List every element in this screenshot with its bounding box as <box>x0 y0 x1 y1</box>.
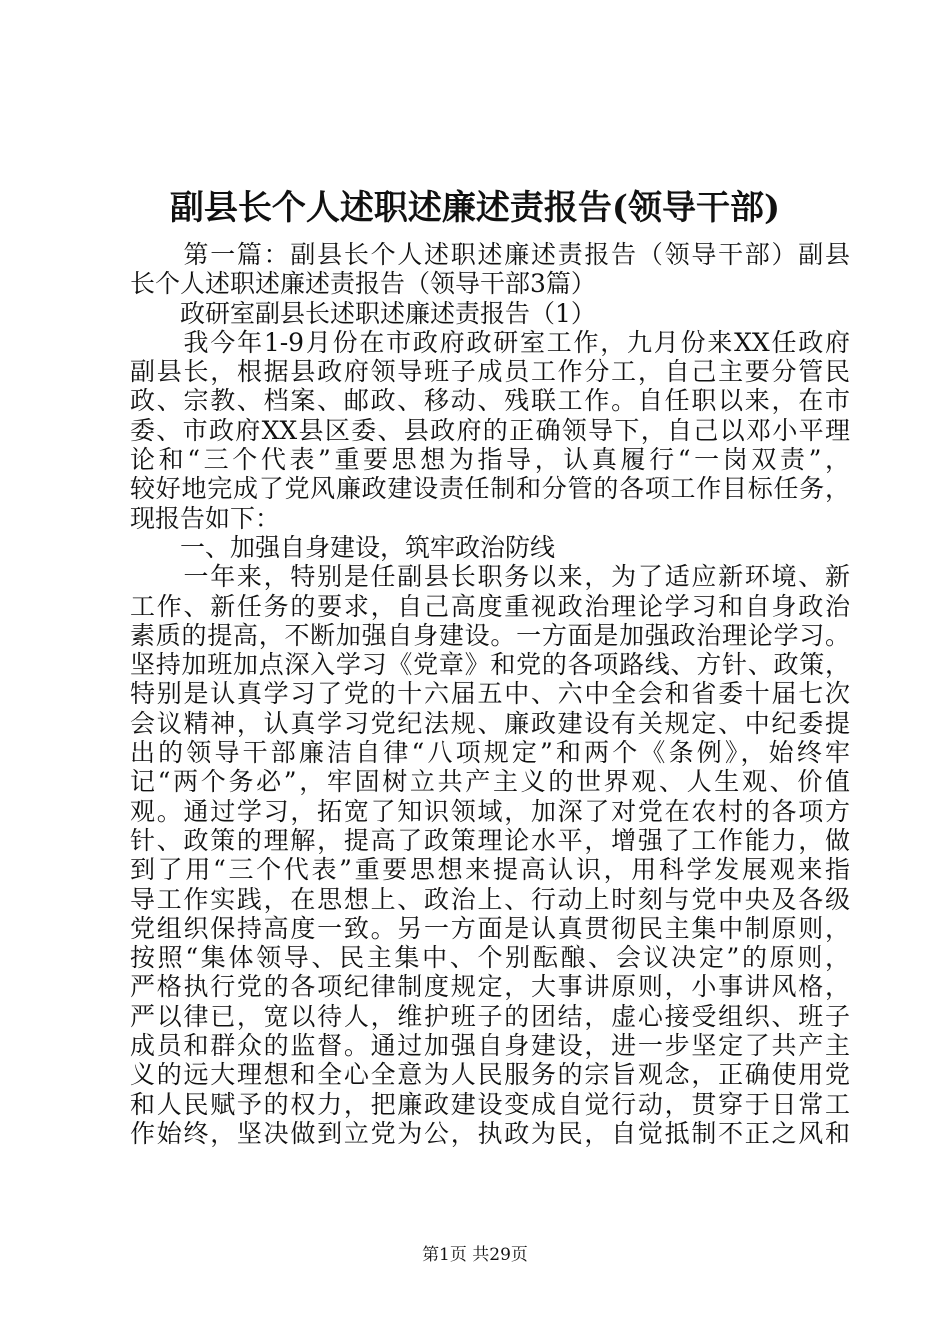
text-line: 严以律已，宽以待人，维护班子的团结，虚心接受组织、班子 <box>130 1001 850 1031</box>
text-line: 副县长，根据县政府领导班子成员工作分工，自己主要分管民 <box>130 357 850 387</box>
text-line: 观。通过学习，拓宽了知识领域，加深了对党在农村的各项方 <box>130 796 850 826</box>
text-line: 到了用“三个代表”重要思想来提高认识，用科学发展观来指 <box>130 855 850 885</box>
text-line: 和人民赋予的权力，把廉政建设变成自觉行动，贯穿于日常工 <box>130 1089 850 1119</box>
text-line: 成员和群众的监督。通过加强自身建设，进一步坚定了共产主 <box>130 1031 850 1061</box>
text-line: 出的领导干部廉洁自律“八项规定”和两个《条例》，始终牢 <box>130 738 850 768</box>
text-line: 坚持加班加点深入学习《党章》和党的各项路线、方针、政策， <box>130 650 850 680</box>
text-line: 第一篇：副县长个人述职述廉述责报告（领导干部）副县 <box>130 240 850 269</box>
text-line: 政研室副县长述职述廉述责报告（1） <box>130 298 596 328</box>
text-line: 义的远大理想和全心全意为人民服务的宗旨观念，正确使用党 <box>130 1060 850 1090</box>
text-line: 作始终，坚决做到立党为公，执政为民，自觉抵制不正之风和 <box>130 1118 850 1148</box>
text-line: 工作、新任务的要求，自己高度重视政治理论学习和自身政治 <box>130 591 850 621</box>
text-line: 记“两个务必”，牢固树立共产主义的世界观、人生观、价值 <box>130 767 850 797</box>
text-line: 一年来，特别是任副县长职务以来，为了适应新环境、新 <box>130 562 850 592</box>
text-line: 严格执行党的各项纪律制度规定，大事讲原则，小事讲风格， <box>130 972 850 1002</box>
text-line: 一、加强自身建设，筑牢政治防线 <box>130 532 556 562</box>
text-line: 长个人述职述廉述责报告（领导干部3篇） <box>130 269 596 299</box>
text-line: 会议精神，认真学习党纪法规、廉政建设有关规定、中纪委提 <box>130 708 850 738</box>
document-title: 副县长个人述职述廉述责报告(领导干部) <box>169 188 781 228</box>
text-line: 针、政策的理解，提高了政策理论水平，增强了工作能力，做 <box>130 825 850 855</box>
text-line: 论和“三个代表”重要思想为指导，认真履行“一岗双责”， <box>130 445 850 475</box>
text-line: 现报告如下： <box>130 503 281 533</box>
text-line: 特别是认真学习了党的十六届五中、六中全会和省委十届七次 <box>130 679 850 709</box>
text-line: 党组织保持高度一致。另一方面是认真贯彻民主集中制原则， <box>130 913 850 943</box>
text-line: 较好地完成了党风廉政建设责任制和分管的各项工作目标任务， <box>130 474 850 504</box>
text-line: 按照“集体领导、民主集中、个别酝酿、会议决定”的原则， <box>130 943 850 973</box>
text-line: 导工作实践，在思想上、政治上、行动上时刻与党中央及各级 <box>130 884 850 914</box>
text-line: 政、宗教、档案、邮政、移动、残联工作。自任职以来，在市 <box>130 386 850 416</box>
text-line: 我今年1-9月份在市政府政研室工作，九月份来XX任政府 <box>130 327 850 357</box>
text-line: 素质的提高，不断加强自身建设。一方面是加强政治理论学习。 <box>130 620 850 650</box>
text-line: 委、市政府XX县区委、县政府的正确领导下，自己以邓小平理 <box>130 415 850 445</box>
document-body <box>130 240 850 1148</box>
page-footer: 第1页 共29页 <box>422 1245 528 1265</box>
